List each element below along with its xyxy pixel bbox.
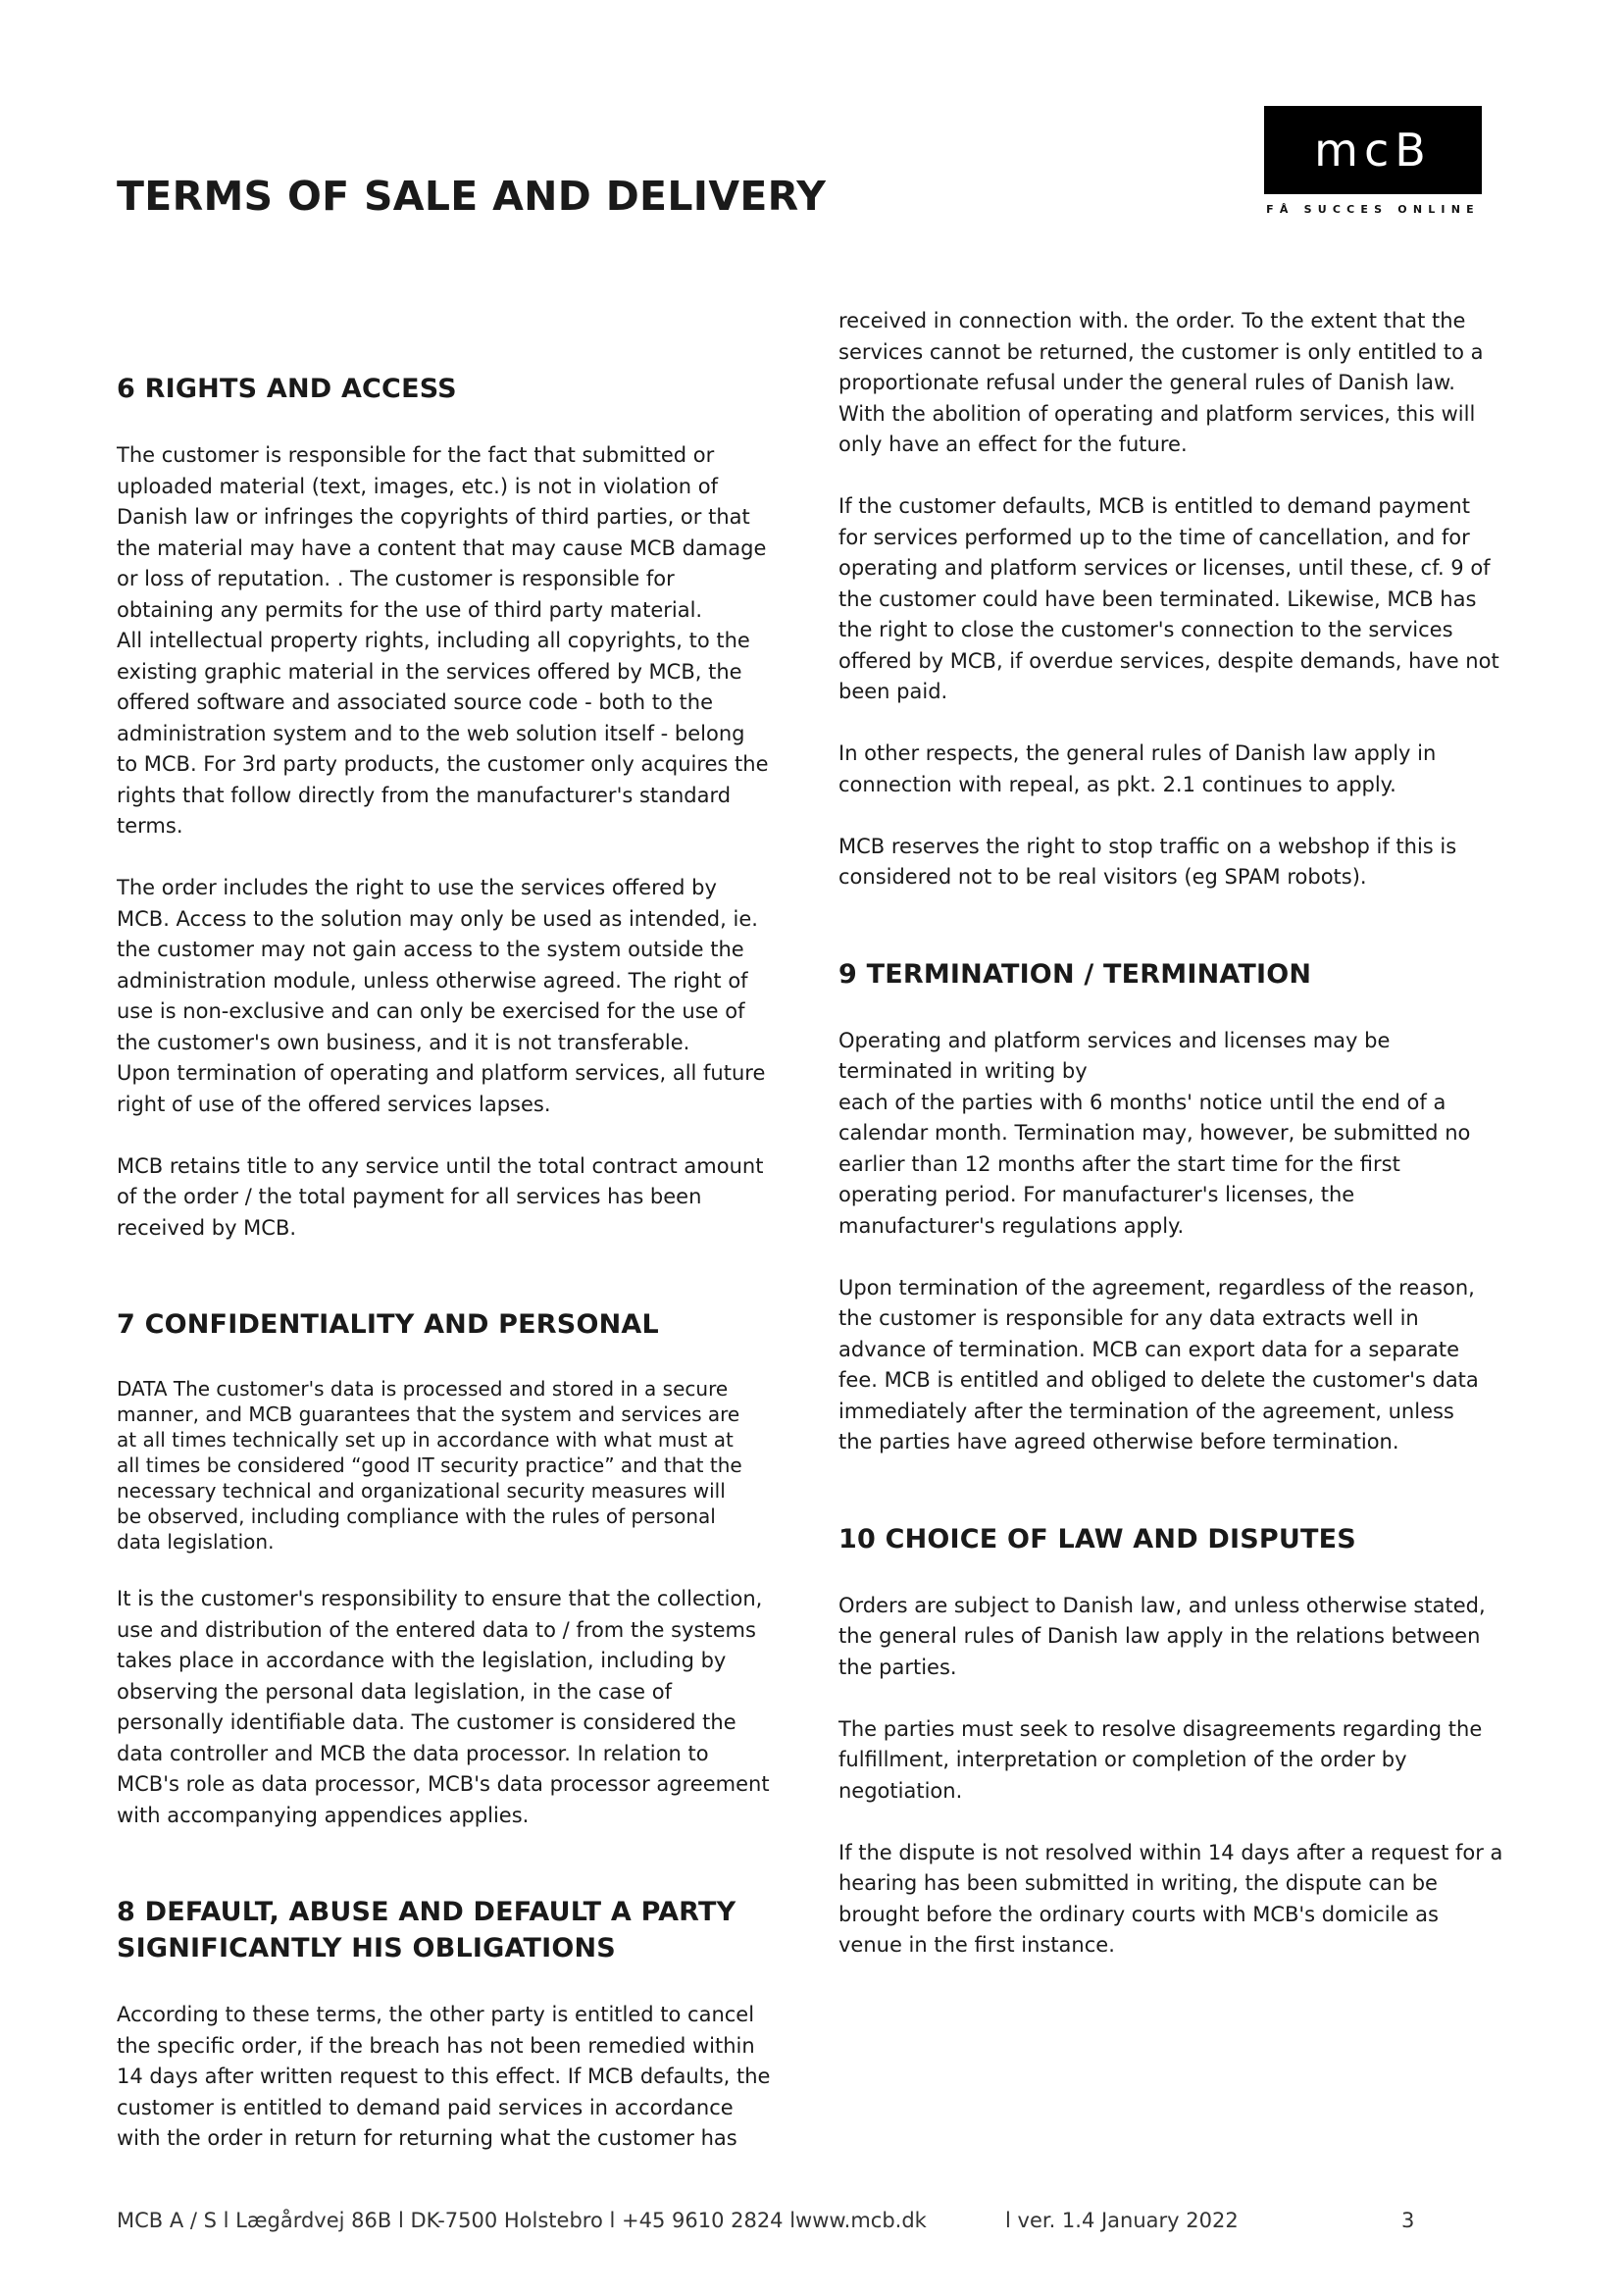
section-10-paragraph-1: Orders are subject to Danish law, and unless otherwise stated, the general rules of Danish law apply in the relations between the parties. (838, 1593, 1486, 1679)
section-9-heading: 9 TERMINATION / TERMINATION (838, 958, 1312, 990)
section-7-heading: 7 CONFIDENTIALITY AND PERSONAL (117, 1309, 659, 1340)
section-8-paragraph-2: received in connection with. the order. To the extent that the services cannot be returned, the customer is only entitled to a proportionate refusal under the general rules of Danish law. With the abolition of operating and platform services, this will only have an effect for the future. (838, 309, 1484, 456)
footer-address: MCB A / S l Lægårdvej 86B l DK-7500 Holstebro l +45 9610 2824 lwww.mcb.dk (117, 2209, 927, 2232)
logo-box (1264, 106, 1482, 194)
logo-text: mcB (1314, 124, 1432, 177)
left-column (117, 371, 805, 2185)
page-title: TERMS OF SALE AND DELIVERY (117, 173, 827, 220)
section-8-paragraph-3: If the customer defaults, MCB is entitled to demand payment for services performed up to the time of cancellation, and for operating and platform services or licenses, until these, cf. 9 of the customer could have been terminated. Likewise, MCB has the right to close the customer's connection to the services offered by MCB, if overdue services, despite demands, have not been paid. (838, 494, 1499, 703)
section-6-paragraph-1: The customer is responsible for the fact that submitted or uploaded material (text, images, etc.) is not in violation of Danish law or infringes the copyrights of third parties, or that the material may have a content that may cause MCB damage or loss of reputation. . The customer is responsible for obtaining any permits for the use of third party material. All intellectual property rights, including all copyrights, to the existing graphic material in the services offered by MCB, the offered software and associated source code - both to the administration system and to the web solution itself - belong to MCB. For 3rd party products, the customer only acquires the rights that follow directly from the manufacturer's standard terms. (117, 443, 769, 838)
section-8-paragraph-4: In other respects, the general rules of Danish law apply in connection with repeal, as pkt. 2.1 continues to apply. (838, 741, 1437, 796)
section-10-paragraph-3: If the dispute is not resolved within 14 days after a request for a hearing has been submitted in writing, the dispute can be brought before the ordinary courts with MCB's domicile as venue in the first instance. (838, 1840, 1503, 1957)
right-column (838, 306, 1530, 1992)
section-8-heading: 8 DEFAULT, ABUSE AND DEFAULT A PARTY SIGNIFICANTLY HIS OBLIGATIONS (117, 1897, 736, 1963)
section-10-paragraph-2: The parties must seek to resolve disagreements regarding the fulfillment, interpretation or completion of the order by negotiation. (838, 1716, 1483, 1803)
section-8-paragraph-5: MCB reserves the right to stop traffic on a webshop if this is considered not to be real visitors (eg SPAM robots). (838, 834, 1457, 889)
section-7-paragraph-2: It is the customer's responsibility to ensure that the collection, use and distribution of the entered data to / from the systems takes place in accordance with the legislation, including by observing the personal data legislation, in the case of personally identifiable data. The customer is considered the data controller and MCB the data processor. In relation to MCB's role as data processor, MCB's data processor agreement with accompanying appendices applies. (117, 1587, 770, 1827)
logo-tagline: FÅ SUCCES ONLINE (1266, 203, 1480, 216)
section-9-paragraph-1: Operating and platform services and licenses may be terminated in writing by each of the parties with 6 months' notice until the end of a calendar month. Termination may, however, be submitted no earlier than 12 months after the start time for the first operating period. For manufacturer's licenses, the manufacturer's regulations apply. (838, 1028, 1471, 1238)
section-8-paragraph-1: According to these terms, the other party is entitled to cancel the specific order, if the breach has not been remedied within 14 days after written request to this effect. If MCB defaults, the customer is entitled to demand paid services in accordance with the order in return for returning what the customer has (117, 2003, 771, 2150)
page-number: 3 (1401, 2209, 1415, 2232)
section-9-paragraph-2: Upon termination of the agreement, regardless of the reason, the customer is responsible for any data extracts well in advance of termination. MCB can export data for a separate fee. MCB is entitled and obliged to delete the customer's data immediately after the termination of the agreement, unless the parties have agreed otherwise before termination. (838, 1275, 1479, 1453)
company-logo (1264, 106, 1482, 216)
section-6-paragraph-3: MCB retains title to any service until the total contract amount of the order / the total payment for all services has been received by MCB. (117, 1153, 764, 1240)
section-6-paragraph-2: The order includes the right to use the services offered by MCB. Access to the solution may only be used as intended, ie. the customer may not gain access to the system outside the administration module, unless otherwise agreed. The right of use is non-exclusive and can only be exercised for the use of the customer's own business, and it is not transferable. Upon termination of operating and platform services, all future right of use of the offered services lapses. (117, 876, 766, 1116)
section-6-heading: 6 RIGHTS AND ACCESS (117, 374, 457, 404)
section-7-paragraph-1: DATA The customer's data is processed and stored in a secure manner, and MCB guarantees that the system and services are at all times technically set up in accordance with what must at all times be considered “good IT security practice” and that the necessary technical and organizational security measures will be observed, including compliance with the rules of personal data legislation. (117, 1377, 742, 1554)
footer-version: l ver. 1.4 January 2022 (1005, 2209, 1239, 2232)
section-10-heading: 10 CHOICE OF LAW AND DISPUTES (838, 1523, 1356, 1555)
